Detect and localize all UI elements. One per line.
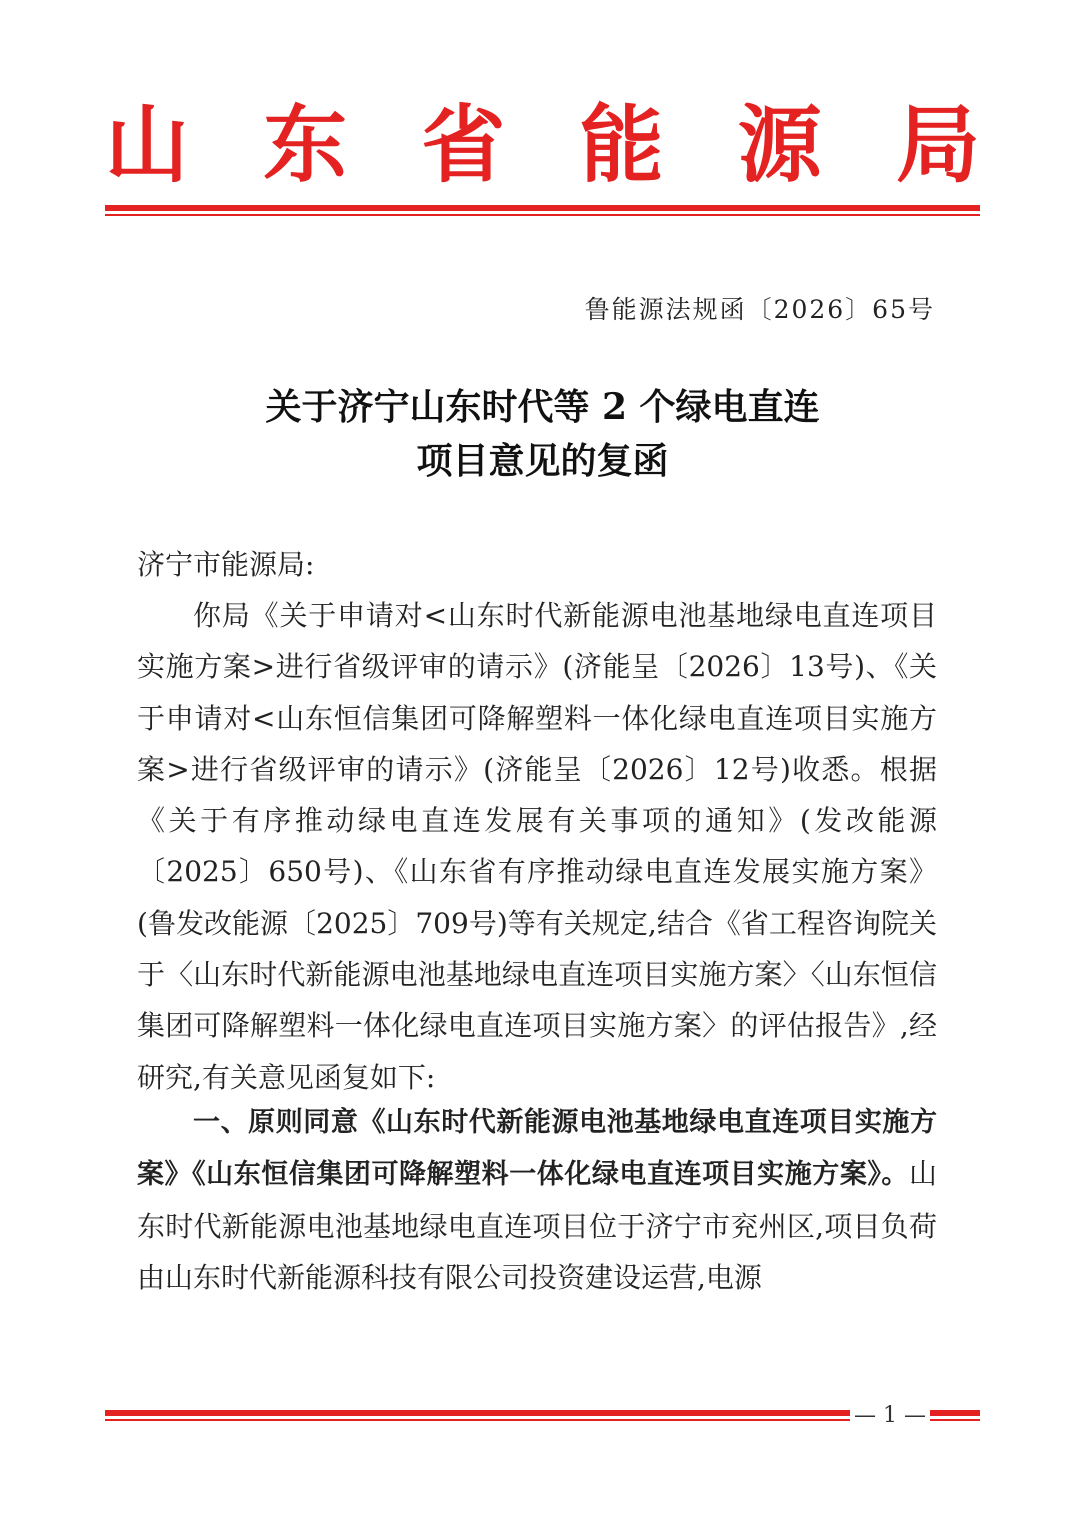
title-line-2: 项目意见的复函 — [416, 440, 669, 482]
masthead-char: 源 — [737, 95, 822, 194]
page-number: — 1 — — [850, 1400, 930, 1432]
paragraph-2-text: 山东时代新能源电池基地绿电直连项目位于济宁市兖州区,项目负荷由山东时代新能源科技有限公司投资建设运营,电源 — [137, 1157, 937, 1294]
header-divider-thin — [105, 214, 980, 216]
masthead-char: 能 — [579, 95, 664, 194]
paragraph-2-heading: 一、原则同意《山东时代新能源电池基地绿电直连项目实施方案》《山东恒信集团可降解塑料一体化绿电直连项目实施方案》。 — [137, 1107, 937, 1191]
title-line-1: 关于济宁山东时代等 2 个绿电直连 — [265, 386, 820, 428]
body-paragraph-1: 你局《关于申请对<山东时代新能源电池基地绿电直连项目实施方案>进行省级评审的请示》(济能呈〔2026〕13号)、《关于申请对<山东恒信集团可降解塑料一体化绿电直连项目实施方案>进行省级评审的请示》(济能呈〔2026〕12号)收悉。根据《关于有序推动绿电直连发展有关事项的通知》(发改能源〔2025〕650号)、《山东省有序推动绿电直连发展实施方案》(鲁发改能源〔2025〕709号)等有关规定,结合《省工程咨询院关于〈山东时代新能源电池基地绿电直连项目实施方案〉〈山东恒信集团可降解塑料一体化绿电直连项目实施方案〉的评估报告》,经研究,有关意见函复如下: — [137, 599, 937, 1094]
body-paragraph-2 — [137, 1096, 937, 1303]
masthead-char: 东 — [263, 95, 348, 194]
masthead — [105, 95, 980, 195]
footer-divider-thick — [105, 1410, 980, 1416]
masthead-char: 局 — [895, 95, 980, 194]
header-divider-thick — [105, 205, 980, 211]
masthead-char: 山 — [105, 95, 190, 194]
salutation: 济宁市能源局: — [137, 548, 315, 581]
document-title — [105, 380, 980, 488]
document-number: 鲁能源法规函〔2026〕65号 — [584, 295, 935, 324]
masthead-char: 省 — [421, 95, 506, 194]
footer-divider-thin — [105, 1419, 980, 1421]
